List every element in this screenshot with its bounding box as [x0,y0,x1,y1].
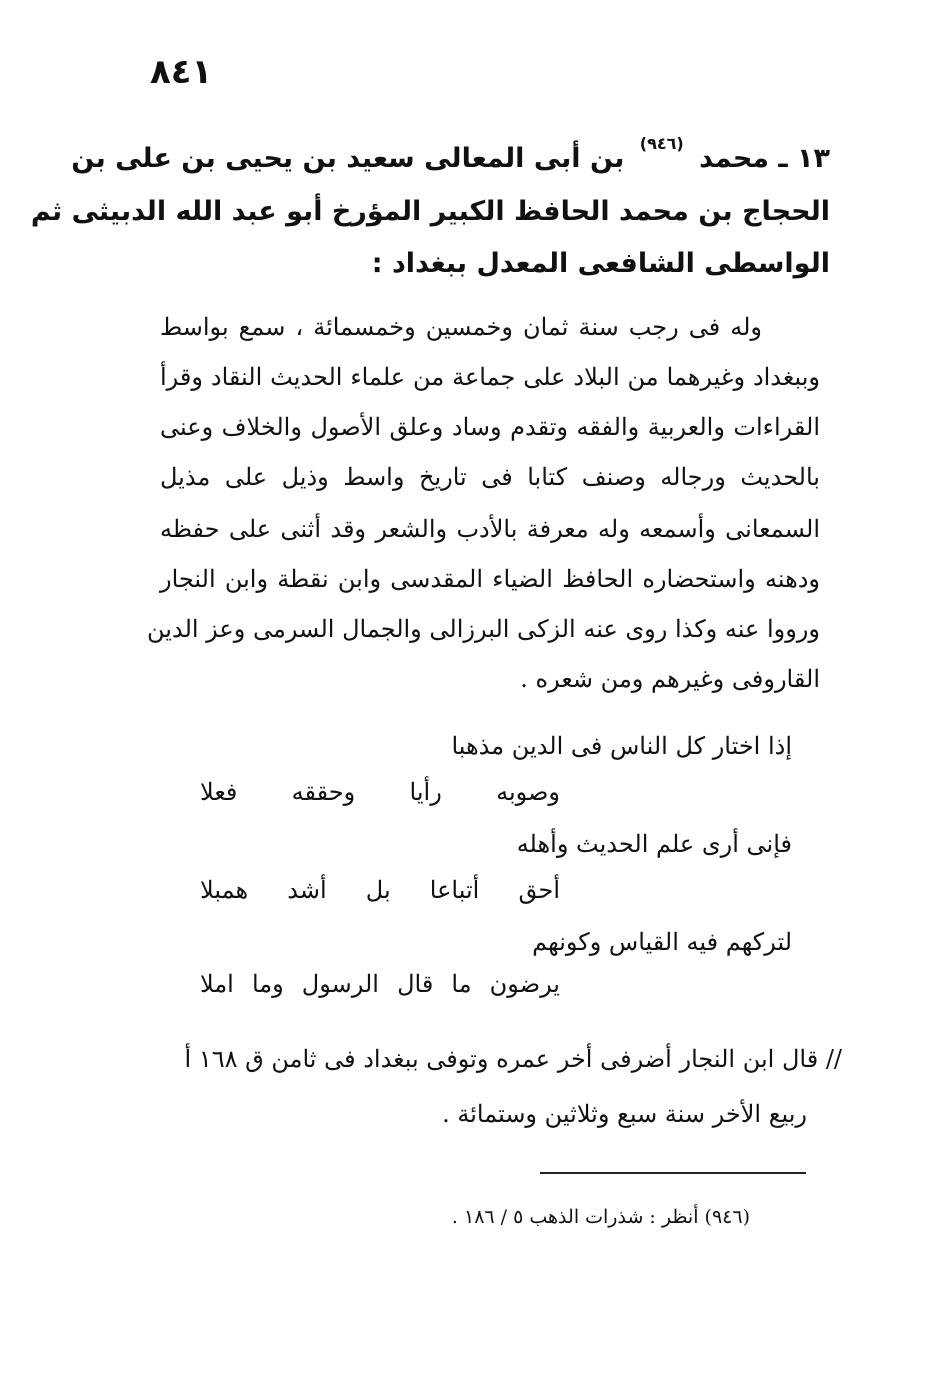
body-line: السمعانى وأسمعه وله معرفة بالأدب والشعر وقد أثنى على حفظه [160,515,820,543]
entry-heading-continuation: بن أبى المعالى سعيد بن يحيى بن على بن [71,143,625,174]
closing-line: ربيع الأخر سنة سبع وثلاثين وستمائة . [442,1100,807,1128]
entry-heading-line-3: الواسطى الشافعى المعدل ببغداد : [371,248,830,279]
page-number: ٨٤١ [150,52,213,92]
poem-verse: أحق أتباعا بل أشد همبلا [200,876,560,904]
poem-verse: وصوبه رأيا وحققه فعلا [200,778,560,806]
body-line: وله فى رجب سنة ثمان وخمسين وخمسمائة ، سمع بواسط [160,313,762,341]
body-line: ودهنه واستحضاره الحافظ الضياء المقدسى وابن نقطة وابن النجار [160,565,820,593]
poem-verse: لتركهم فيه القياس وكونهم [532,928,792,956]
body-line: بالحديث ورجاله وصنف كتابا فى تاريخ واسط وذيل على مذيل [160,463,820,491]
poem-verse: إذا اختار كل الناس فى الدين مذهبا [451,732,792,760]
poem-verse: يرضون ما قال الرسول وما املا [200,970,560,998]
body-line: ورووا عنه وكذا روى عنه الزكى البرزالى والجمال السرمى وعز الدين [147,615,820,643]
entry-number-and-name: ١٣ ـ محمد [699,143,830,174]
entry-heading-line-1 [71,134,830,174]
closing-line: // قال ابن النجار أضرفى أخر عمره وتوفى ببغداد فى ثامن ق ١٦٨ أ [184,1045,842,1073]
body-line: القراءات والعربية والفقه وتقدم وساد وعلق الأصول والخلاف وعنى [160,413,820,441]
body-line: القاروفى وغيرهم ومن شعره . [520,665,820,693]
entry-heading-line-2: الحجاج بن محمد الحافظ الكبير المؤرخ أبو عبد الله الدبيثى ثم [30,196,830,227]
poem-verse: فإنى أرى علم الحديث وأهله [516,830,792,858]
footnote-reference: (٩٤٦) [639,134,684,153]
body-line: وببغداد وغيرهما من البلاد على جماعة من علماء الحديث النقاد وقرأ [160,363,820,391]
footnote: (٩٤٦) أنظر : شذرات الذهب ٥ / ١٨٦ . [451,1206,750,1228]
footnote-divider [540,1172,806,1174]
